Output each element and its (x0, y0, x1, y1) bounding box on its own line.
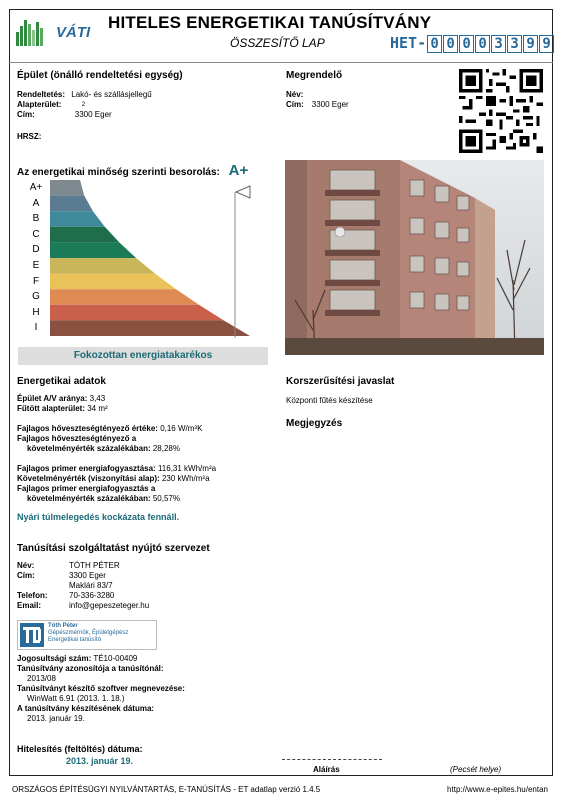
stamp-logo-icon (20, 623, 44, 647)
recommend-heading: Korszerűsítési javaslat (286, 376, 395, 387)
rendeltetes-label: Rendeltetés: (17, 90, 66, 99)
azonosito-label: Tanúsítvány azonosítója a tanúsítónál: (17, 664, 164, 673)
provider-address-value-2: Maklári 83/7 (69, 581, 113, 590)
hoveszteseg-label: Fajlagos hőveszteségtényező értéke: (17, 424, 158, 433)
av-label: Épület A/V aránya: (17, 394, 88, 403)
het-digit: 0 (427, 35, 442, 53)
customer-address-value: 3300 Eger (311, 100, 349, 109)
rating-band-a-plus (50, 180, 84, 196)
certificate-details (17, 654, 185, 724)
signature-line (282, 759, 382, 760)
stamp-line-2: Gépészmérnök, Épületgépész (48, 630, 129, 636)
cim-label: Cím: (17, 110, 35, 119)
provider-info (17, 561, 149, 611)
energy-data (17, 394, 279, 522)
hrsz-label: HRSZ: (17, 132, 42, 141)
building-photo (285, 160, 544, 355)
het-digit: 0 (459, 35, 474, 53)
cim-value: 3300 Eger (74, 110, 112, 119)
het-digit: 0 (475, 35, 490, 53)
rendeltetes-value: Lakó- és szállásjellegű (71, 90, 152, 99)
kovetelmeny-value: 230 kWh/m²a (161, 474, 210, 483)
building-heading: Épület (önálló rendeltetési egység) (17, 70, 183, 81)
header-divider (9, 62, 553, 63)
hitelesites-value: 2013. január 19. (66, 756, 134, 766)
rating-band-h (50, 305, 224, 321)
stamp-line-1: Tóth Péter (48, 623, 78, 629)
provider-address-value-1: 3300 Eger (69, 571, 106, 580)
rating-band-f (50, 274, 176, 290)
rating-band-e (50, 258, 155, 274)
rating-class-label: B (32, 213, 40, 225)
customer-heading: Megrendelő (286, 70, 343, 81)
provider-name-label: Név: (17, 561, 35, 570)
rating-class-label: E (32, 260, 40, 271)
datum-value: 2013. január 19. (27, 714, 85, 723)
alapterulet-label: Alapterület: (17, 100, 62, 109)
rating-heading-text: Az energetikai minőség szerinti besorolás: (17, 167, 220, 178)
provider-stamp (17, 620, 157, 650)
energy-heading: Energetikai adatok (17, 376, 106, 387)
azonosito-value: 2013/08 (27, 674, 56, 683)
signature-label: Aláírás (313, 765, 340, 774)
het-prefix: HET- (390, 34, 427, 52)
page-footer (12, 785, 552, 794)
qr-code (459, 69, 543, 153)
overheating-warning: Nyári túlmelegedés kockázata fennáll. (17, 512, 180, 522)
rating-band-d (50, 242, 136, 258)
rating-class-label: G (32, 291, 40, 303)
het-digit: 0 (443, 35, 458, 53)
rating-heading (17, 162, 248, 179)
primer-pct-value: 50,57% (152, 494, 180, 503)
customer-info (286, 90, 349, 110)
logo-text: VÁTI (56, 24, 91, 41)
primer-pct-label-1: Fajlagos primer energiafogyasztás a (17, 484, 156, 493)
alapterulet-value: 2 (81, 102, 86, 108)
footer-left: ORSZÁGOS ÉPÍTÉSÜGYI NYILVÁNTARTÁS, E-TANÚSÍTÁS - ET adatlap verzió 1.4.5 (12, 785, 321, 794)
document-subtitle: ÖSSZESÍTŐ LAP (230, 36, 325, 50)
primer-label: Fajlagos primer energiafogyasztása: (17, 464, 156, 473)
szoftver-label: Tanúsítványt készítő szoftver megnevezése: (17, 684, 185, 693)
customer-name-label: Név: (286, 90, 304, 99)
building-info (17, 90, 267, 142)
hoveszteseg-pct-label-2: követelményérték százalékában: (27, 444, 151, 453)
rating-class-label: F (32, 275, 40, 287)
rating-band-b (50, 211, 105, 227)
rating-pointer-flag-icon (236, 186, 250, 198)
het-number (390, 34, 554, 53)
provider-email-label: Email: (17, 601, 42, 610)
het-digit: 9 (523, 35, 538, 53)
stamp-place-label: (Pecsét helye) (450, 765, 502, 774)
rating-caption: Fokozottan energiatakarékos (18, 347, 268, 365)
provider-phone-label: Telefon: (17, 591, 48, 600)
provider-phone-value: 70-336-3280 (69, 591, 115, 600)
hoveszteseg-value: 0,16 W/m³K (160, 424, 203, 433)
rating-band-g (50, 289, 199, 305)
hoveszteseg-pct-value: 28,28% (152, 444, 180, 453)
rating-class-label: H (32, 306, 40, 318)
stamp-line-3: Energetikai tanúsító (48, 637, 102, 643)
futott-label: Fűtött alapterület: (17, 404, 85, 413)
provider-heading: Tanúsítási szolgáltatást nyújtó szervezet (17, 543, 210, 554)
het-digit: 3 (491, 35, 506, 53)
av-value: 3,43 (89, 394, 106, 403)
szoftver-value: WinWatt 6.91 (2013. 1. 18.) (27, 694, 125, 703)
recommend-text: Központi fűtés készítése (286, 396, 373, 405)
footer-right: http://www.e-epites.hu/entan (447, 785, 548, 794)
hoveszteseg-pct-label-1: Fajlagos hőveszteségtényező a (17, 434, 137, 443)
rating-class-label: A (32, 197, 40, 209)
primer-value: 116,31 kWh/m²a (157, 464, 217, 473)
rating-band-a (50, 196, 93, 212)
rating-class-label: A+ (29, 182, 43, 193)
rating-band-i (50, 320, 250, 336)
document-title: HITELES ENERGETIKAI TANÚSÍTVÁNY (108, 13, 432, 32)
rating-band-c (50, 227, 119, 243)
het-digit: 9 (539, 35, 554, 53)
primer-pct-label-2: követelményérték százalékában: (27, 494, 151, 503)
kovetelmeny-label: Követelményérték (viszonyítási alap): (17, 474, 160, 483)
futott-value: 34 m² (87, 404, 108, 413)
jogosultsag-value: TÉ10-00409 (93, 654, 138, 663)
notes-heading: Megjegyzés (286, 418, 343, 429)
vati-logo (16, 18, 102, 46)
provider-email-value: info@gepeszeteger.hu (69, 601, 150, 610)
hitelesites-label: Hitelesítés (feltöltés) dátuma: (17, 744, 143, 754)
rating-scale-chart (50, 180, 260, 340)
rating-class-label: D (32, 244, 40, 256)
rating-value: A+ (228, 162, 249, 179)
customer-address-label: Cím: (286, 100, 304, 109)
het-digit: 3 (507, 35, 522, 53)
datum-label: A tanúsítvány készítésének dátuma: (17, 704, 155, 713)
rating-class-label: C (32, 228, 40, 240)
provider-address-label: Cím: (17, 571, 35, 580)
provider-name-value: TÓTH PÉTER (69, 561, 120, 570)
jogosultsag-label: Jogosultsági szám: (17, 654, 92, 663)
rating-class-label: I (34, 322, 38, 334)
logo-bars-icon (16, 20, 44, 46)
